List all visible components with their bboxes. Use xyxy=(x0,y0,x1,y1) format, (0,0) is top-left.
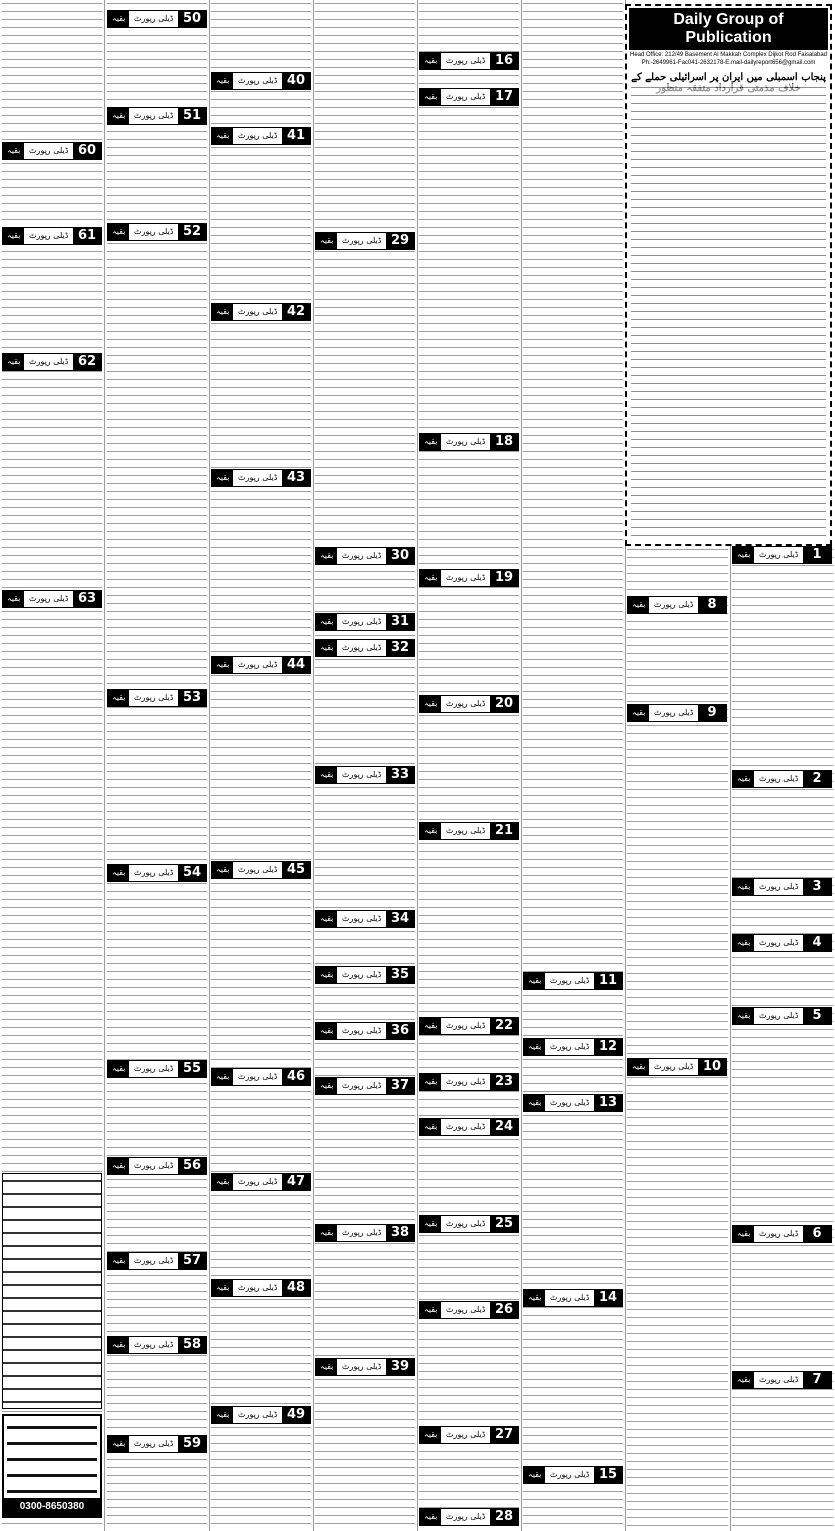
continuation-header xyxy=(627,596,727,614)
section-number: 53 xyxy=(178,690,206,706)
section-label: ڈیلی رپورٹ xyxy=(759,938,799,947)
section-label: ڈیلی رپورٹ xyxy=(446,1305,486,1314)
continuation-header xyxy=(315,1358,415,1376)
section-number: 51 xyxy=(178,108,206,124)
section-number: 44 xyxy=(282,657,310,673)
continuation-header xyxy=(732,878,832,896)
section-tag: بقیہ xyxy=(733,1372,754,1388)
continuation-header xyxy=(2,227,102,245)
section-label: ڈیلی رپورٹ xyxy=(29,231,69,240)
continuation-header xyxy=(315,910,415,928)
continuation-header xyxy=(211,656,311,674)
section-tag: بقیہ xyxy=(420,570,441,586)
section-tag: بقیہ xyxy=(108,865,129,881)
section-number: 29 xyxy=(386,233,414,249)
continuation-header xyxy=(211,469,311,487)
section-label: ڈیلی رپورٹ xyxy=(446,573,486,582)
section-number: 12 xyxy=(594,1039,622,1055)
section-label: ڈیلی رپورٹ xyxy=(550,1470,590,1479)
section-number: 22 xyxy=(490,1018,518,1034)
section-label: ڈیلی رپورٹ xyxy=(446,1512,486,1521)
section-tag: بقیہ xyxy=(108,1337,129,1353)
section-label: ڈیلی رپورٹ xyxy=(238,1177,278,1186)
section-label: ڈیلی رپورٹ xyxy=(238,473,278,482)
continuation-header xyxy=(627,704,727,722)
section-number: 54 xyxy=(178,865,206,881)
section-tag: بقیہ xyxy=(524,973,545,989)
section-label: ڈیلی رپورٹ xyxy=(759,550,799,559)
section-tag: بقیہ xyxy=(316,911,337,927)
publisher-phone: 0300-8650380 xyxy=(4,1498,100,1516)
continuation-header xyxy=(419,1508,519,1526)
continuation-header xyxy=(419,1426,519,1444)
section-label: ڈیلی رپورٹ xyxy=(446,56,486,65)
section-number: 18 xyxy=(490,434,518,450)
section-number: 28 xyxy=(490,1509,518,1525)
section-number: 3 xyxy=(803,879,831,895)
section-tag: بقیہ xyxy=(524,1095,545,1111)
section-label: ڈیلی رپورٹ xyxy=(29,357,69,366)
continuation-header xyxy=(419,1118,519,1136)
section-tag: بقیہ xyxy=(316,767,337,783)
continuation-header xyxy=(315,639,415,657)
section-number: 10 xyxy=(698,1059,726,1075)
section-tag: بقیہ xyxy=(108,11,129,27)
section-number: 35 xyxy=(386,967,414,983)
continuation-header xyxy=(315,1022,415,1040)
section-number: 20 xyxy=(490,696,518,712)
section-tag: بقیہ xyxy=(212,470,233,486)
section-tag: بقیہ xyxy=(108,1436,129,1452)
section-label: ڈیلی رپورٹ xyxy=(342,970,382,979)
section-label: ڈیلی رپورٹ xyxy=(342,1228,382,1237)
section-number: 43 xyxy=(282,470,310,486)
section-label: ڈیلی رپورٹ xyxy=(342,643,382,652)
column-divider xyxy=(521,0,522,1531)
continuation-header xyxy=(211,1068,311,1086)
section-label: ڈیلی رپورٹ xyxy=(446,92,486,101)
section-number: 52 xyxy=(178,224,206,240)
section-number: 17 xyxy=(490,89,518,105)
continuation-header xyxy=(315,232,415,250)
section-tag: بقیہ xyxy=(108,224,129,240)
continuation-header xyxy=(2,142,102,160)
section-label: ڈیلی رپورٹ xyxy=(759,1229,799,1238)
section-number: 27 xyxy=(490,1427,518,1443)
section-label: ڈیلی رپورٹ xyxy=(446,437,486,446)
continuation-header xyxy=(419,433,519,451)
section-number: 62 xyxy=(73,354,101,370)
section-label: ڈیلی رپورٹ xyxy=(446,1021,486,1030)
section-number: 47 xyxy=(282,1174,310,1190)
section-number: 61 xyxy=(73,228,101,244)
section-tag: بقیہ xyxy=(733,1008,754,1024)
section-label: ڈیلی رپورٹ xyxy=(29,146,69,155)
publisher-advert xyxy=(2,1414,102,1518)
section-tag: بقیہ xyxy=(316,1359,337,1375)
section-number: 31 xyxy=(386,614,414,630)
section-label: ڈیلی رپورٹ xyxy=(238,1072,278,1081)
section-tag: بقیہ xyxy=(316,1078,337,1094)
continuation-header xyxy=(211,1406,311,1424)
section-tag: بقیہ xyxy=(733,879,754,895)
section-label: ڈیلی رپورٹ xyxy=(29,594,69,603)
section-tag: بقیہ xyxy=(108,108,129,124)
section-label: ڈیلی رپورٹ xyxy=(654,1062,694,1071)
section-tag: بقیہ xyxy=(420,1216,441,1232)
section-label: ڈیلی رپورٹ xyxy=(446,699,486,708)
continuation-header xyxy=(211,1173,311,1191)
section-number: 42 xyxy=(282,304,310,320)
section-tag: بقیہ xyxy=(733,771,754,787)
continuation-header xyxy=(107,1336,207,1354)
classified-notice xyxy=(2,1173,102,1409)
continuation-header xyxy=(315,966,415,984)
section-number: 33 xyxy=(386,767,414,783)
continuation-header xyxy=(107,689,207,707)
section-tag: بقیہ xyxy=(316,1023,337,1039)
section-number: 8 xyxy=(698,597,726,613)
continuation-header xyxy=(732,1007,832,1025)
section-label: ڈیلی رپورٹ xyxy=(550,1042,590,1051)
section-tag: بقیہ xyxy=(3,591,24,607)
section-tag: بقیہ xyxy=(420,1074,441,1090)
section-label: ڈیلی رپورٹ xyxy=(134,1340,174,1349)
masthead-title: Daily Group of Publication xyxy=(629,8,828,50)
section-number: 60 xyxy=(73,143,101,159)
section-tag: بقیہ xyxy=(212,1069,233,1085)
continuation-header xyxy=(419,1017,519,1035)
section-tag: بقیہ xyxy=(212,1280,233,1296)
section-number: 40 xyxy=(282,73,310,89)
section-number: 4 xyxy=(803,935,831,951)
continuation-header xyxy=(732,934,832,952)
continuation-header xyxy=(419,88,519,106)
section-number: 56 xyxy=(178,1158,206,1174)
continuation-header xyxy=(107,1157,207,1175)
continuation-header xyxy=(523,1466,623,1484)
continuation-header xyxy=(107,1435,207,1453)
section-label: ڈیلی رپورٹ xyxy=(342,1026,382,1035)
continuation-header xyxy=(523,972,623,990)
section-tag: بقیہ xyxy=(524,1039,545,1055)
continuation-header xyxy=(419,822,519,840)
continuation-header xyxy=(107,223,207,241)
section-label: ڈیلی رپورٹ xyxy=(342,914,382,923)
section-tag: بقیہ xyxy=(420,1509,441,1525)
continuation-header xyxy=(523,1094,623,1112)
section-number: 59 xyxy=(178,1436,206,1452)
continuation-header xyxy=(107,107,207,125)
column-3 xyxy=(211,0,311,1531)
masthead-contact: Ph:-2649961-Fac041-2632178-E.mail-dailyreport656@gmail.com xyxy=(641,60,816,66)
section-number: 1 xyxy=(803,547,831,563)
section-label: ڈیلی رپورٹ xyxy=(759,882,799,891)
continuation-header xyxy=(315,1224,415,1242)
section-number: 13 xyxy=(594,1095,622,1111)
section-tag: بقیہ xyxy=(420,89,441,105)
continuation-header xyxy=(211,303,311,321)
section-number: 19 xyxy=(490,570,518,586)
section-label: ڈیلی رپورٹ xyxy=(134,14,174,23)
section-number: 41 xyxy=(282,128,310,144)
section-label: ڈیلی رپورٹ xyxy=(238,1283,278,1292)
section-number: 25 xyxy=(490,1216,518,1232)
continuation-header xyxy=(523,1289,623,1307)
continuation-header xyxy=(732,770,832,788)
section-tag: بقیہ xyxy=(212,657,233,673)
section-tag: بقیہ xyxy=(420,823,441,839)
section-label: ڈیلی رپورٹ xyxy=(446,1430,486,1439)
section-label: ڈیلی رپورٹ xyxy=(238,865,278,874)
section-number: 37 xyxy=(386,1078,414,1094)
continuation-header xyxy=(315,1077,415,1095)
section-number: 2 xyxy=(803,771,831,787)
section-number: 55 xyxy=(178,1061,206,1077)
section-tag: بقیہ xyxy=(628,597,649,613)
section-label: ڈیلی رپورٹ xyxy=(134,1161,174,1170)
section-tag: بقیہ xyxy=(3,354,24,370)
section-tag: بقیہ xyxy=(420,434,441,450)
continuation-header xyxy=(107,10,207,28)
section-tag: بقیہ xyxy=(628,705,649,721)
section-label: ڈیلی رپورٹ xyxy=(342,617,382,626)
section-tag: بقیہ xyxy=(733,1226,754,1242)
section-label: ڈیلی رپورٹ xyxy=(134,868,174,877)
section-tag: بقیہ xyxy=(420,1119,441,1135)
continuation-header xyxy=(107,1252,207,1270)
section-number: 5 xyxy=(803,1008,831,1024)
section-number: 15 xyxy=(594,1467,622,1483)
section-label: ڈیلی رپورٹ xyxy=(550,976,590,985)
continuation-header xyxy=(2,590,102,608)
section-tag: بقیہ xyxy=(3,228,24,244)
section-tag: بقیہ xyxy=(420,1302,441,1318)
column-divider xyxy=(104,0,105,1531)
section-tag: بقیہ xyxy=(212,304,233,320)
masthead-box xyxy=(625,4,832,546)
section-tag: بقیہ xyxy=(316,233,337,249)
continuation-header xyxy=(419,1073,519,1091)
section-number: 48 xyxy=(282,1280,310,1296)
section-number: 34 xyxy=(386,911,414,927)
section-tag: بقیہ xyxy=(733,935,754,951)
section-number: 32 xyxy=(386,640,414,656)
section-number: 50 xyxy=(178,11,206,27)
section-tag: بقیہ xyxy=(212,73,233,89)
continuation-header xyxy=(732,1371,832,1389)
section-tag: بقیہ xyxy=(524,1290,545,1306)
continuation-header xyxy=(419,1215,519,1233)
continuation-header xyxy=(315,547,415,565)
section-label: ڈیلی رپورٹ xyxy=(342,236,382,245)
section-number: 11 xyxy=(594,973,622,989)
section-label: ڈیلی رپورٹ xyxy=(446,1077,486,1086)
continuation-header xyxy=(211,127,311,145)
section-label: ڈیلی رپورٹ xyxy=(342,770,382,779)
continuation-header xyxy=(211,72,311,90)
section-label: ڈیلی رپورٹ xyxy=(134,111,174,120)
section-label: ڈیلی رپورٹ xyxy=(342,551,382,560)
section-number: 46 xyxy=(282,1069,310,1085)
section-number: 39 xyxy=(386,1359,414,1375)
section-label: ڈیلی رپورٹ xyxy=(759,1011,799,1020)
section-label: ڈیلی رپورٹ xyxy=(446,826,486,835)
section-label: ڈیلی رپورٹ xyxy=(342,1362,382,1371)
section-tag: بقیہ xyxy=(108,1253,129,1269)
section-number: 30 xyxy=(386,548,414,564)
section-tag: بقیہ xyxy=(628,1059,649,1075)
section-label: ڈیلی رپورٹ xyxy=(134,693,174,702)
section-tag: بقیہ xyxy=(524,1467,545,1483)
section-tag: بقیہ xyxy=(316,640,337,656)
column-7 xyxy=(627,546,728,1531)
section-number: 49 xyxy=(282,1407,310,1423)
section-label: ڈیلی رپورٹ xyxy=(134,1256,174,1265)
continuation-header xyxy=(315,766,415,784)
section-number: 16 xyxy=(490,53,518,69)
section-label: ڈیلی رپورٹ xyxy=(134,1439,174,1448)
section-tag: بقیہ xyxy=(108,1158,129,1174)
section-tag: بقیہ xyxy=(108,1061,129,1077)
section-number: 21 xyxy=(490,823,518,839)
section-label: ڈیلی رپورٹ xyxy=(759,1375,799,1384)
section-tag: بقیہ xyxy=(316,1225,337,1241)
section-label: ڈیلی رپورٹ xyxy=(238,1410,278,1419)
continuation-header xyxy=(107,1060,207,1078)
section-tag: بقیہ xyxy=(420,1018,441,1034)
continuation-header xyxy=(315,613,415,631)
section-label: ڈیلی رپورٹ xyxy=(550,1098,590,1107)
section-number: 14 xyxy=(594,1290,622,1306)
section-number: 7 xyxy=(803,1372,831,1388)
section-tag: بقیہ xyxy=(420,53,441,69)
section-tag: بقیہ xyxy=(316,614,337,630)
continuation-header xyxy=(2,353,102,371)
lead-headline: پنجاب اسمبلی میں ایران پر اسرائیلی حملے کے xyxy=(631,72,826,83)
section-label: ڈیلی رپورٹ xyxy=(238,76,278,85)
column-divider xyxy=(209,0,210,1531)
section-tag: بقیہ xyxy=(316,548,337,564)
continuation-header xyxy=(419,569,519,587)
continuation-header xyxy=(211,861,311,879)
section-label: ڈیلی رپورٹ xyxy=(238,660,278,669)
section-label: ڈیلی رپورٹ xyxy=(446,1219,486,1228)
masthead-office-address: Head Office: 212/49 Basement Al Makkah Complex Dijkot Rod Faisalabad xyxy=(630,52,827,58)
column-divider xyxy=(417,0,418,1531)
section-tag: بقیہ xyxy=(212,128,233,144)
section-number: 38 xyxy=(386,1225,414,1241)
publisher-advert-text xyxy=(7,1419,97,1497)
continuation-header xyxy=(211,1279,311,1297)
column-divider xyxy=(313,0,314,1531)
section-label: ڈیلی رپورٹ xyxy=(134,227,174,236)
section-tag: بقیہ xyxy=(316,967,337,983)
section-label: ڈیلی رپورٹ xyxy=(342,1081,382,1090)
section-number: 57 xyxy=(178,1253,206,1269)
column-divider xyxy=(730,546,731,1531)
section-label: ڈیلی رپورٹ xyxy=(238,131,278,140)
section-tag: بقیہ xyxy=(212,862,233,878)
continuation-header xyxy=(107,864,207,882)
section-number: 6 xyxy=(803,1226,831,1242)
section-label: ڈیلی رپورٹ xyxy=(654,708,694,717)
section-tag: بقیہ xyxy=(3,143,24,159)
continuation-header xyxy=(627,1058,727,1076)
section-label: ڈیلی رپورٹ xyxy=(550,1293,590,1302)
continuation-header xyxy=(419,1301,519,1319)
section-label: ڈیلی رپورٹ xyxy=(654,600,694,609)
section-number: 23 xyxy=(490,1074,518,1090)
section-number: 9 xyxy=(698,705,726,721)
section-tag: بقیہ xyxy=(212,1407,233,1423)
section-number: 58 xyxy=(178,1337,206,1353)
continuation-header xyxy=(523,1038,623,1056)
section-label: ڈیلی رپورٹ xyxy=(134,1064,174,1073)
section-number: 24 xyxy=(490,1119,518,1135)
continuation-header xyxy=(419,52,519,70)
section-tag: بقیہ xyxy=(420,696,441,712)
section-tag: بقیہ xyxy=(733,547,754,563)
continuation-header xyxy=(732,546,832,564)
section-number: 26 xyxy=(490,1302,518,1318)
continuation-header xyxy=(419,695,519,713)
section-label: ڈیلی رپورٹ xyxy=(759,774,799,783)
section-tag: بقیہ xyxy=(420,1427,441,1443)
section-number: 36 xyxy=(386,1023,414,1039)
continuation-header xyxy=(732,1225,832,1243)
section-label: ڈیلی رپورٹ xyxy=(238,307,278,316)
section-label: ڈیلی رپورٹ xyxy=(446,1122,486,1131)
section-tag: بقیہ xyxy=(108,690,129,706)
lead-story-body xyxy=(631,84,826,540)
section-tag: بقیہ xyxy=(212,1174,233,1190)
section-number: 45 xyxy=(282,862,310,878)
section-number: 63 xyxy=(73,591,101,607)
